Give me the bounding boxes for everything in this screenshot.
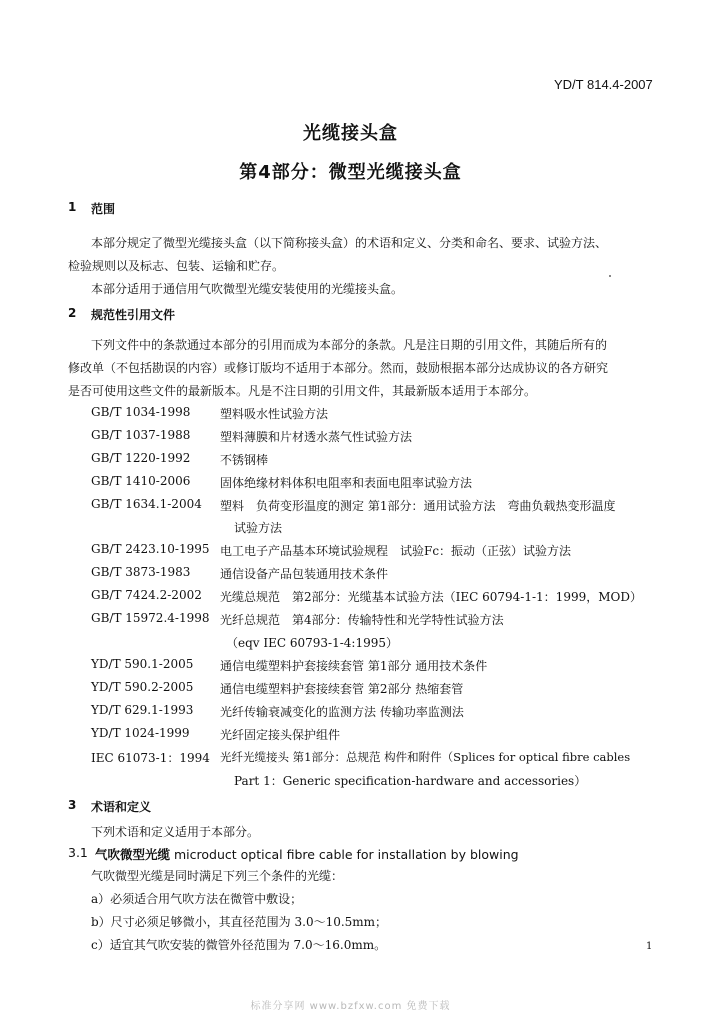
standard-number: YD/T 814.4-2007	[554, 77, 653, 92]
section1-heading: 范围	[91, 202, 116, 216]
page-number: 1	[646, 941, 653, 952]
reference-code: GB/T 1220-1992	[91, 451, 191, 465]
reference-code: GB/T 1634.1-2004	[91, 497, 202, 511]
reference-title: 光纤光缆接头 第1部分：总规范 构件和附件（Splices for optical fibre cables	[220, 750, 631, 764]
reference-code: YD/T 629.1-1993	[91, 703, 194, 717]
definition-term-cn: 气吹微型光缆	[95, 847, 171, 862]
reference-title-continued: 试验方法	[234, 521, 283, 535]
section3-intro: 下列术语和定义适用于本部分。	[91, 825, 260, 839]
section1-para2: 本部分适用于通信用气吹微型光缆安装使用的光缆接头盒。	[91, 282, 404, 296]
reference-code: IEC 61073-1：1994	[91, 751, 210, 765]
reference-code: YD/T 590.2-2005	[91, 680, 194, 694]
reference-code: YD/T 1024-1999	[91, 726, 190, 740]
section3-heading: 术语和定义	[91, 800, 152, 814]
reference-title: 塑料吸水性试验方法	[220, 407, 329, 421]
reference-title-continued: Part 1：Generic specification-hardware and accessories）	[234, 774, 587, 788]
section2-intro-line3: 是否可使用这些文件的最新版本。凡是不注日期的引用文件，其最新版本适用于本部分。	[68, 384, 537, 398]
definition-item: c）适宜其气吹安装的微管外径范围为 7.0～16.0mm。	[91, 938, 387, 952]
section2-number: 2	[68, 306, 77, 320]
definition-item: b）尺寸必须足够微小，其直径范围为 3.0～10.5mm；	[91, 915, 388, 929]
reference-title: 通信电缆塑料护套接续套管 第2部分 热缩套管	[220, 682, 464, 696]
scan-speck	[609, 275, 611, 277]
definition-text: 气吹微型光缆是同时满足下列三个条件的光缆：	[91, 869, 344, 883]
definition-term	[95, 845, 519, 863]
section1-number: 1	[68, 200, 77, 214]
reference-title: 塑料薄膜和片材透水蒸气性试验方法	[220, 430, 413, 444]
reference-title: 不锈钢棒	[220, 453, 269, 467]
definition-item: a）必须适合用气吹方法在微管中敷设；	[91, 892, 303, 906]
section3-number: 3	[68, 798, 77, 812]
section1-para1-line2: 检验规则以及标志、包装、运输和贮存。	[68, 259, 285, 273]
document-subtitle: 第4部分：微型光缆接头盒	[239, 162, 462, 183]
reference-code: GB/T 3873-1983	[91, 565, 191, 579]
section2-heading: 规范性引用文件	[91, 308, 176, 322]
definition-number: 3.1	[68, 845, 88, 860]
reference-title: 光纤总规范 第4部分：传输特性和光学特性试验方法	[220, 613, 504, 627]
reference-code: YD/T 590.1-2005	[91, 657, 194, 671]
reference-code: GB/T 15972.4-1998	[91, 611, 210, 625]
reference-title: 通信设备产品包装通用技术条件	[220, 567, 389, 581]
section2-intro-line2: 修改单（不包括勘误的内容）或修订版均不适用于本部分。然而，鼓励根据本部分达成协议的各方研究	[68, 361, 609, 375]
watermark: 标准分享网 www.bzfxw.com 免费下载	[250, 1001, 451, 1012]
reference-title-continued: （eqv IEC 60793-1-4:1995）	[226, 636, 399, 650]
reference-title: 光纤传输衰减变化的监测方法 传输功率监测法	[220, 705, 464, 719]
reference-title: 光缆总规范 第2部分：光缆基本试验方法（IEC 60794-1-1：1999，MOD）	[220, 590, 642, 604]
reference-code: GB/T 1037-1988	[91, 428, 191, 442]
reference-title: 光纤固定接头保护组件	[220, 728, 341, 742]
reference-title: 通信电缆塑料护套接续套管 第1部分 通用技术条件	[220, 659, 488, 673]
reference-code: GB/T 2423.10-1995	[91, 542, 210, 556]
reference-code: GB/T 1410-2006	[91, 474, 191, 488]
section2-intro-line1: 下列文件中的条款通过本部分的引用而成为本部分的条款。凡是注日期的引用文件，其随后所有的	[91, 338, 608, 352]
definition-term-en: microduct optical fibre cable for installation by blowing	[174, 847, 519, 862]
reference-title: 电工电子产品基本环境试验规程 试验Fc：振动（正弦）试验方法	[220, 544, 572, 558]
reference-title: 固体绝缘材料体积电阻率和表面电阻率试验方法	[220, 476, 473, 490]
document-title: 光缆接头盒	[303, 123, 398, 144]
reference-code: GB/T 7424.2-2002	[91, 588, 202, 602]
reference-title: 塑料 负荷变形温度的测定 第1部分：通用试验方法 弯曲负载热变形温度	[220, 499, 616, 513]
reference-code: GB/T 1034-1998	[91, 405, 191, 419]
section1-para1-line1: 本部分规定了微型光缆接头盒（以下简称接头盒）的术语和定义、分类和命名、要求、试验方法、	[91, 236, 608, 250]
